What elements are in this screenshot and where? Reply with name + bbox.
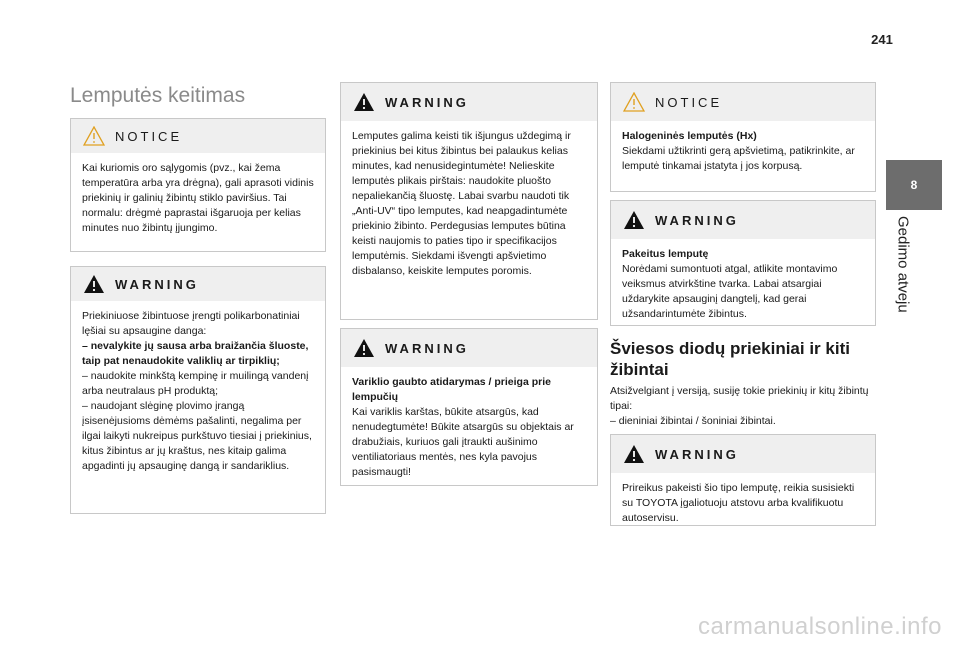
warning-label: WARNING	[655, 212, 739, 228]
page-title: Lemputės keitimas	[70, 84, 246, 107]
warning-text: Prireikus pakeisti šio tipo lemputę, reikia susisiekti su TOYOTA įgaliotuoju atstovu arba kvalifikuotu autoservisu.	[622, 482, 855, 524]
chapter-tab: 8	[886, 160, 942, 210]
warning-icon	[353, 338, 375, 358]
notice-box-halogen	[610, 82, 876, 192]
warning-intro: Priekiniuose žibintuose įrengti polikarbonatiniai lęšiai su apsaugine danga:	[82, 310, 300, 337]
chapter-label-text: Gedimo atveju	[894, 216, 912, 313]
notice-icon	[83, 126, 105, 146]
warning-text: Norėdami sumontuoti atgal, atlikite montavimo veiksmus atvirkštine tvarka. Labai atsargiai uždarykite apsauginį dangtelį, kad gerai užsandarintumėte žibintus.	[622, 263, 838, 320]
notice-heading: Halogeninės lemputės (Hx)	[622, 130, 757, 142]
section-body	[610, 384, 878, 429]
page-number: 241	[871, 32, 893, 47]
warning-icon	[83, 274, 105, 294]
warning-box-led	[610, 434, 876, 526]
chapter-label	[888, 216, 918, 336]
warning-item-3: – naudojant slėginę plovimo įrangą įsisenėjusioms dėmėms pašalinti, negalima per ilgai laikyti nukreipus purkštuvo tiesiai į priekinius, kitus žibintus ar jų kraštus, nes kitaip galima apgadinti jų apsauginę dangą ir sandariklius.	[82, 400, 312, 472]
notice-box-condensation	[70, 118, 326, 252]
warning-text: Lemputes galima keisti tik išjungus uždegimą ir priekinius bei kitus žibintus bei palaukus kelias minutes, kad nenusidegintumėte! Nelieskite lemputės plikais pirštais: naudokite pluošto nepaliekančią šluostę. Labai svarbu naudoti tik „Anti-UV“ tipo lemputes, kad neapgadintumėte priekinio žibinto. Perdegusias lemputes būtina keisti naujomis to paties tipo ir specifikacijos lemputėmis. Siekdami išvengti apšvietimo disbalanso, keiskite lemputes poromis.	[352, 130, 571, 277]
warning-item-1: – nevalykite jų sausa arba braižančia šluoste, taip pat nenaudokite valiklių ar tirpiklių;	[82, 340, 309, 367]
warning-label: WARNING	[655, 446, 739, 462]
warning-box-replacement	[340, 82, 598, 320]
warning-label: WARNING	[385, 340, 469, 356]
warning-header	[341, 83, 597, 121]
warning-header	[71, 267, 325, 301]
warning-header	[611, 435, 875, 473]
warning-box-bonnet	[340, 328, 598, 486]
watermark: carmanualsonline.info	[698, 613, 942, 640]
warning-heading: Variklio gaubto atidarymas / prieiga prie lempučių	[352, 376, 551, 403]
section-item: – dieniniai žibintai / šoniniai žibintai.	[610, 415, 776, 427]
notice-label: NOTICE	[655, 94, 723, 110]
warning-header	[611, 201, 875, 239]
warning-label: WARNING	[385, 94, 469, 110]
warning-text: Kai variklis karštas, būkite atsargūs, kad nenudegtumėte! Būkite atsargūs su objektais ar drabužiais, kuriuos gali įtraukti aušinimo ventiliatoriaus mentės, nes kyla pavojus pasismaugti!	[352, 406, 574, 478]
warning-item-2: – naudokite minkštą kempinę ir muilingą vandenį arba neutralaus pH produktą;	[82, 370, 309, 397]
warning-icon	[623, 210, 645, 230]
notice-header	[611, 83, 875, 121]
notice-icon	[623, 92, 645, 112]
warning-label: WARNING	[115, 276, 199, 292]
notice-text: Kai kuriomis oro sąlygomis (pvz., kai žema temperatūra arba yra drėgna), gali aprasoti vidinis priekinių ir galinių žibintų stiklo paviršius. Tai normalu: drėgmė paprastai išgaruoja per kelias minutes nuo žibintų įjungimo.	[82, 162, 314, 234]
section-intro: Atsižvelgiant į versiją, susiję tokie priekinių ir kitų žibintų tipai:	[610, 385, 869, 412]
warning-heading: Pakeitus lemputę	[622, 248, 709, 260]
notice-header	[71, 119, 325, 153]
warning-icon	[353, 92, 375, 112]
warning-header	[341, 329, 597, 367]
notice-label: NOTICE	[115, 128, 183, 144]
section-title: Šviesos diodų priekiniai ir kiti žibintai	[610, 339, 850, 379]
notice-text: Siekdami užtikrinti gerą apšvietimą, patikrinkite, ar lemputė tinkamai įstatyta į jos korpusą.	[622, 145, 855, 172]
warning-box-lens-care	[70, 266, 326, 514]
warning-icon	[623, 444, 645, 464]
warning-box-after-replacement	[610, 200, 876, 326]
